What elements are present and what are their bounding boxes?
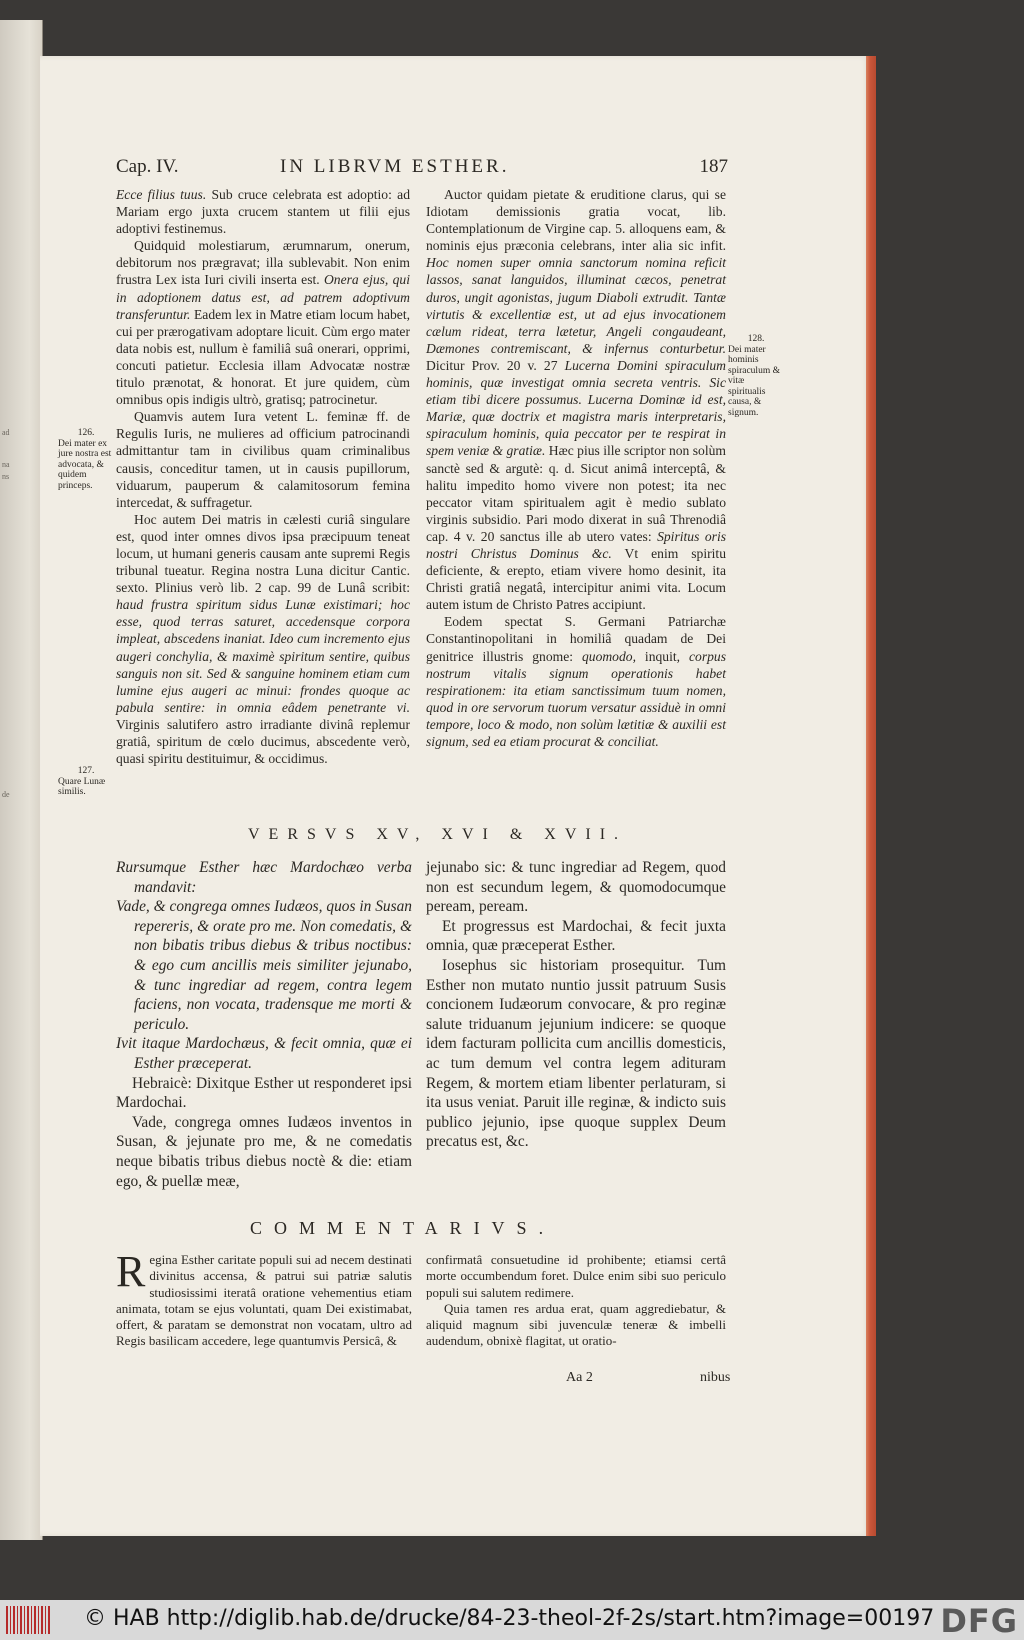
text-run: Dicitur Prov. 20 v. 27 xyxy=(426,357,565,373)
verse-paragraph: jejunabo sic: & tunc ingrediar ad Regem, quod non est secundum legem, & quomodocumque peream, peream. xyxy=(426,859,726,916)
commentary-right-paragraph-1: confirmatâ consuetudine id prohibente; etiamsi certâ morte occumbendum foret. Dulce enim sibi suo periculo populi sui salutem redimere. xyxy=(426,1252,726,1300)
text-run: Ecce filius tuus. xyxy=(116,187,207,202)
commentary-left-column xyxy=(116,1247,412,1350)
signature-mark: Aa 2 xyxy=(566,1370,593,1385)
margin-note-127: 127. Quare Lunæ similis. xyxy=(58,766,106,797)
text-run: Eodem spectat S. Germani Patriarchæ Constantinopolitani in homiliâ quadam de Dei genitrice illustris gnome: xyxy=(426,614,726,664)
verse-paragraph: Vade, & congrega omnes Iudæos, quos in Susan repereris, & orate pro me. Non comedatis, & non bibatis tribus diebus & tribus noctibus: & ego cum ancillis meis similiter jejunabo, & tunc ingrediar ad regem, contra legem faciens, non vocata, tradensque me morti & periculo. xyxy=(116,898,412,1033)
verse-paragraph: Vade, congrega omnes Iudæos inventos in Susan, & jejunate pro me, & ne comedatis neque bibatis tribus diebus noctè & die: etiam ego, & puellæ meæ, xyxy=(116,1113,412,1190)
verse-paragraph: Et progressus est Mardochai, & fecit juxta omnia, quæ præceperat Esther. xyxy=(426,917,726,955)
text-run: Virginis salutifero astro irradiante divinâ replemur gratiâ, spiritum de cœlo ducimus, abscedente verò, quasi spiritu destituimur, & occidimus. xyxy=(116,716,410,767)
text-run: inquit, xyxy=(635,648,689,664)
text-run: Quidquid molestiarum, ærumnarum, onerum, debitorum nos prægravat; illa sublevabit. Non enim frustra Lex ista Iuri civili inserta est. xyxy=(116,238,410,288)
catchword: nibus xyxy=(700,1370,731,1385)
book-title: IN LIBRVM ESTHER. xyxy=(280,156,510,177)
commentary-right-column xyxy=(426,1252,726,1350)
text-run: Lucerna Domini spiraculum hominis, quæ investigat omnia secreta ventris. Sic etiam tibi dicere possumus. Lucerna Dominæ id est, Mariæ, quæ doctrix et magistra maris interpretaris, spiraculum hominis, quia peccator per te respirat in spem veniæ & gratiæ. xyxy=(426,357,726,459)
page-edge xyxy=(866,56,876,1536)
verse-paragraph: Ivit itaque Mardochæus, & fecit omnia, quæ ei Esther præceperat. xyxy=(116,1035,412,1072)
right-text-column xyxy=(426,186,726,750)
right_column-paragraph xyxy=(426,186,726,613)
text-run: quomodo, xyxy=(581,648,636,664)
right_column-paragraph xyxy=(426,613,726,750)
text-run: haud frustra spiritum sidus Lunæ existimari; hoc esse, quod terras saturet, accedensque corpora impleat, abscedens inaniat. Ideo cum incremento ejus augeri conchylia, & maximè spiritum sentire, quibus sanguis non sit. Sed & sanguine hominem etiam cum lumine ejus augeri ac minui: frondes quoque ac pabula sentire: in omnia eâdem penetrante vi. xyxy=(116,597,410,715)
previous-page-edge: ad na ns de xyxy=(0,20,43,1540)
commentary-right-paragraph-2: Quia tamen res ardua erat, quam aggrediebatur, & aliquid magnum sibi juvenculæ teneræ & imbelli audendum, obnixè flagitat, ut oratio- xyxy=(426,1300,726,1349)
margin-note-126: 126. Dei mater ex jure nostra est advocata, & quidem princeps. xyxy=(58,428,112,491)
left_column-paragraph xyxy=(116,408,410,511)
left-text-column xyxy=(116,186,410,767)
running-head xyxy=(116,156,728,184)
text-run: Hoc nomen super omnia sanctorum nomina reficit lassos, sanat languidos, illuminat cæcos, penetrat duros, ungit agonistas, jugum Diaboli extrudit. Tantæ virtutis & excellentiæ est, ut ad ejus invocationem cælum rideat, terra lætetur, Angeli congaudeant, Dæmones contremiscant, & infernus conturbetur. xyxy=(426,255,726,356)
text-run: Hoc autem Dei matris in cælesti curiâ singulare est, quod inter omnes divos ipsa præcipuum teneat locum, ut humani generis causam ante supremi Regis tribunal tueatur. Regina nostra Luna dicitur Cantic. sexto. Plinius verò lib. 2 cap. 99 de Lunâ scribit: xyxy=(116,511,410,596)
verse-paragraph: Hebraicè: Dixitque Esther ut responderet ipsi Mardochai. xyxy=(116,1074,412,1112)
text-run: Quamvis autem Iura vetent L. feminæ ff. de Regulis Iuris, ne mulieres ad officium patrocinandi admittantur tam in civilibus quam criminalibus causis, conceditur tamen, ut in causis pupillorum, viduarum, pauperum & calamitosorum femina intercedat, & suffragetur. xyxy=(116,409,410,510)
verse-paragraph: Iosephus sic historiam prosequitur. Tum Esther non mutato nuntio jussit patruum Susis concionem Iudæorum convocare, & pro reginæ salute triduanum jejunium indicere: se quoque idem facturam pollicita cum ancillis domesticis, ac tum demum vel contra legem adituram Regem, & mortem etiam libenter perlaturam, si ita usus veniat. Paruit ille reginæ, & indicto suis publico jejunio, ipse quoque supplex Deum precatus est, &c. xyxy=(426,956,726,1151)
text-run: Sub cruce celebrata est adoptio: ad Mariam ergo juxta crucem stantem ut filii ejus adoptivi festinemus. xyxy=(116,187,410,237)
text-run: Vt enim spiritu deficiente, & erepto, etiam vivere homo desinit, ita Christi gratiâ negatâ, intercipitur animi vita. Locum autem istum de Christo Patres accipiunt. xyxy=(426,545,727,613)
left_column-paragraph xyxy=(116,186,410,237)
text-run: Spiritus oris nostri Christus Dominus &c. xyxy=(426,528,727,561)
drop-cap: R xyxy=(116,1247,146,1296)
left_column-paragraph xyxy=(116,511,410,767)
text-run: Auctor quidam pietate & eruditione clarus, qui se Idiotam demissionis gratia vocat, lib. Contemplationum de Virgine cap. 5. alloquens eam, & nominis ejus præconia celebrans, inter alia sic infit. xyxy=(426,187,726,254)
dfg-logo: DFG xyxy=(940,1602,1018,1640)
text-run: Eadem lex in Matre etiam locum habet, cui per prærogativam adoptare licuit. Cùm ergo mater data nobis est, nullum è familiâ suâ onerari, opprimi, concuti patietur. Ecclesia illam Advocatæ nostræ titulo prænotat, & honorat. Et jure quidem, cùm omnibus opis indigis ultrò, gratisq; patrocinetur. xyxy=(116,306,410,408)
margin-note-128: 128. Dei mater hominis spiraculum & vitæ spiritualis causa, & signum. xyxy=(728,334,780,418)
versus-heading: VERSVS XV, XVI & XVII. xyxy=(248,826,628,843)
verse-left-column xyxy=(116,858,412,1191)
page-number: 187 xyxy=(699,156,728,177)
commentarius-heading: COMMENTARIVS. xyxy=(250,1218,556,1238)
chapter-label: Cap. IV. xyxy=(116,156,179,177)
source-credit: © HAB http://diglib.hab.de/drucke/84-23-theol-2f-2s/start.htm?image=00197 xyxy=(84,1606,935,1631)
verse-right-column xyxy=(426,858,726,1152)
text-run: Hæc pius ille scriptor non solùm sanctè sed & argutè: q. d. Sicut animâ interceptâ, & halitu impedito homo vivere non potest; ita nec peccator vitam spiritualem agit è medio sublato virginis subsidio. Pari modo dixerat in suâ Threnodiâ cap. 4 v. 20 sanctus ille ab utero vates: xyxy=(426,443,726,544)
text-run: corpus nostrum vitalis signum operationis habet respirationem: ita etiam sanctissimum tuum nomen, quod in ore servorum tuorum versatur assiduè in omni tempore, loco & modo, non solùm lætitiæ & auxilii est signum, sed ea etiam procurat & conciliat. xyxy=(426,648,727,749)
footer-bar xyxy=(0,1600,1024,1640)
verse-paragraph: Rursumque Esther hæc Mardochæo verba mandavit: xyxy=(116,859,412,896)
text-run: Onera ejus, qui in adoptionem datus est, ad patrem adoptivum transferuntur. xyxy=(116,272,411,322)
barcode-icon xyxy=(6,1606,50,1634)
commentary-left-text: egina Esther caritate populi sui ad necem destinati divinitus accensa, & patrui sui patriæ salutis studiosissimi iteratâ oratione vehementius etiam animata, totam se ejus voluntati, quam Dei existimabat, offert, & paratam se demonstrat non vocatam, ultro ad Regis basilicam accedere, lege quantumvis Persicâ, & xyxy=(116,1252,412,1349)
left_column-paragraph xyxy=(116,237,410,408)
